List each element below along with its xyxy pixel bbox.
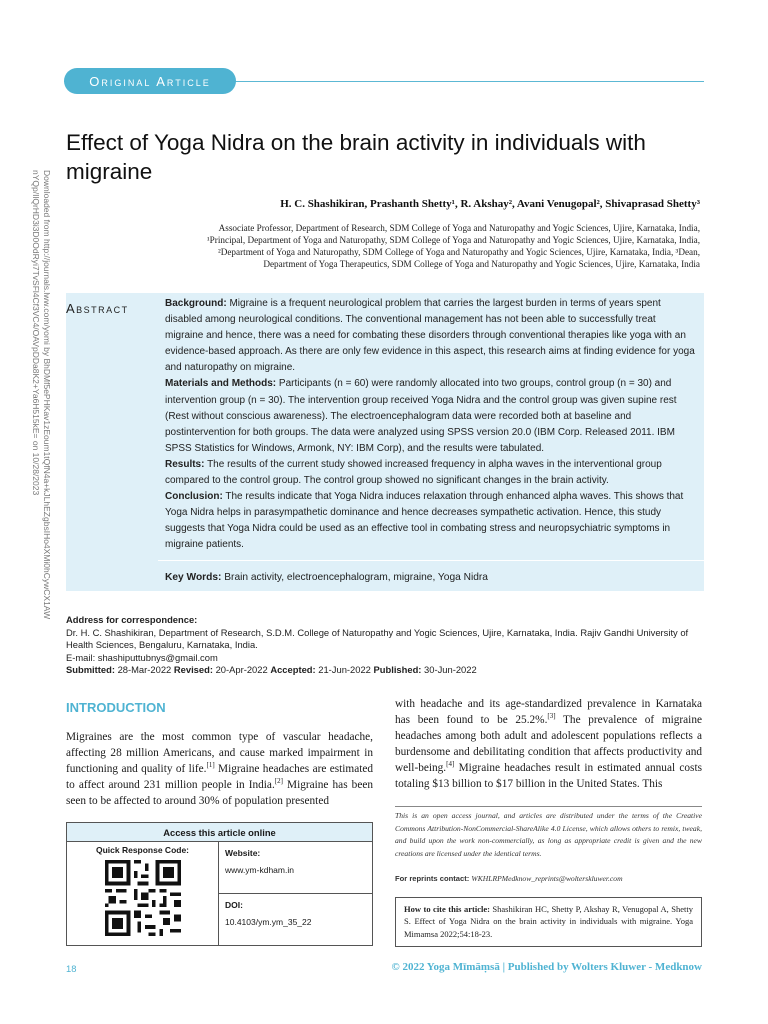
footnote-divider [395,806,702,807]
results-heading: Results: [165,458,205,470]
submitted-date: 28-Mar-2022 [117,664,172,675]
intro-text: with headache and its age-standardized prevalence in Karnataka has been found to be 25.2%. [395,698,702,727]
access-info [219,842,372,945]
history-dates [66,664,706,677]
keywords [165,572,695,583]
abstract-background [165,296,695,376]
revised-label: Revised: [173,664,213,675]
intro-text: Migraines are the most common type of vascular headache, affecting 28 million Americans, and cause marked impairment in functioning and quality of life. [66,731,373,776]
results-text: The results of the current study showed increased frequency in alpha waves in the interventional group compared to the control group. The control group showed no significant changes in the brain activity. [165,458,662,487]
article-type-badge: Original Article [64,68,236,94]
abstract-body [165,296,695,554]
affiliation-line: ²Department of Yoga and Naturopathy, SDM College of Yoga and Naturopathy and Yogic Sciences, Ujire, Karnataka, India, ³Dean, [217,247,700,257]
abstract-label: Abstract [66,301,129,316]
website-label: Website: [225,848,261,858]
methods-text: Participants (n = 60) were randomly allocated into two groups, control group (n = 30) and intervention group (n = 30). The intervention group received Yoga Nidra and the control group was given supine rest (Rest without conscious awareness). The electroencephalogram data were recorded both at baseline and postintervention for both groups. The data were analyzed using SPSS version 20.0 (IBM Corp. Released 2011. IBM SPSS Statistics for Windows, Armonk, NY: IBM Corp), and the results were tabulated. [165,378,677,454]
open-access-statement: This is an open access journal, and articles are distributed under the terms of the Creative Commons Attribution-NonCommercial-ShareAlike 4.0 License, which allows others to remix, tweak, and build upon the work non-commercially, as long as appropriate credit is given and the new creations are licensed under the identical terms. [395,811,702,858]
methods-heading: Materials and Methods: [165,378,277,390]
cite-label: How to cite this article: [404,904,490,914]
website-link[interactable]: www.ym-kdham.in [225,865,294,875]
citation-box [395,897,702,947]
page-number: 18 [66,963,77,974]
intro-text: Migraine headaches result in estimated annual costs totaling $13 billion to $17 billion in the United States. This [395,762,702,791]
watermark-line-1: Downloaded from http://journals.lww.com/yomi by BhDMf5ePHKav1zEoum1tQfN4a+kJLhEZgbsIHo4XMi0hCywCX1AW [42,170,52,620]
reprints-label: For reprints contact: [395,874,470,883]
submitted-label: Submitted: [66,664,115,675]
access-heading: Access this article online [67,823,372,842]
cite-text: Shashikiran HC, Shetty P, Akshay R, Venugopal A, Shetty S. Effect of Yoga Nidra on the brain activity in individuals with migraine. Yoga Mimamsa 2022;54:18-23. [404,904,693,939]
keywords-text: Brain activity, electroencephalogram, migraine, Yoga Nidra [224,572,488,583]
doi-link[interactable]: 10.4103/ym.ym_35_22 [225,917,312,927]
affiliation-line: Associate Professor, Department of Research, SDM College of Yoga and Naturopathy and Yogic Sciences, Ujire, Karnataka, India, [218,223,700,233]
reprints-line [395,874,702,883]
affiliations [80,222,700,270]
background-text: Migraine is a frequent neurological problem that carries the largest burden in terms of years spent disabled among neurological conditions. The conventional management has not been able to successfully treat migraine and hence, there was a need for combating these disorders through conventional therapies like yoga with an evidence-based approach. As there are only few evidence in this aspect, this research aims at finding evidence for yoga and naturopathy on migraine. [165,298,695,374]
citation-link[interactable]: [2] [274,777,283,786]
article-title: Effect of Yoga Nidra on the brain activity in individuals with migraine [66,130,646,184]
correspondence-heading: Address for correspondence: [66,614,198,625]
citation-link[interactable]: [3] [547,712,556,721]
introduction-heading: INTRODUCTION [66,700,166,715]
intro-text: The prevalence of migraine headaches among both adult and adolescent populations reflects a burdensome and debilitating condition that affects productivity and well-being. [395,714,702,775]
author-list: H. C. Shashikiran, Prashanth Shetty¹, R. Akshay², Avani Venugopal², Shivaprasad Shetty³ [280,198,700,210]
correspondence-address: Dr. H. C. Shashikiran, Department of Research, S.D.M. College of Naturopathy and Yogic Sciences, Ujire, Karnataka, India. Rajiv Gandhi University of Health Sciences, Bengaluru, Karnataka, India. [66,626,689,650]
conclusion-text: The results indicate that Yoga Nidra induces relaxation through enhanced alpha waves. This shows that Yoga Nidra helps in parasympathetic dominance and hence decreases sympathetic activation. Hence, this study suggests that Yoga Nidra could be used as an effective tool in combating stress and neuropsychiatric symptoms in migraine patients. [165,491,684,551]
doi-label: DOI: [225,900,243,910]
access-online-table [66,822,373,946]
published-label: Published: [373,664,422,675]
revised-date: 20-Apr-2022 [215,664,268,675]
intro-text: Migraine headaches are estimated to affect around 231 million people in India. [66,763,374,792]
qr-code-icon[interactable] [105,860,181,936]
background-heading: Background: [165,298,227,309]
download-watermark [14,170,52,810]
correspondence-block [66,614,706,677]
citation-link[interactable]: [1] [206,761,215,770]
website-cell [219,842,372,894]
reprints-email[interactable]: WKHLRPMedknow_reprints@wolterskluwer.com [471,874,623,883]
intro-right-column [395,696,702,793]
conclusion-heading: Conclusion: [165,491,223,503]
keywords-heading: Key Words: [165,572,222,583]
intro-text: Migraine has been seen to be affected to around 30% of population presented [66,779,374,808]
affiliation-line: ¹Principal, Department of Yoga and Naturopathy, SDM College of Yoga and Naturopathy and Yogic Sciences, Ujire, Karnataka, India, [206,235,700,245]
journal-footer: © 2022 Yoga Mīmāṃsā | Published by Wolters Kluwer - Medknow [391,961,702,973]
citation-link[interactable]: [4] [446,760,455,769]
qr-label: Quick Response Code: [95,845,190,855]
correspondence-email: E-mail: shashiputtubnys@gmail.com [66,651,218,663]
abstract-results [165,457,695,489]
abstract-methods [165,376,695,456]
accepted-label: Accepted: [270,664,316,675]
qr-cell [67,842,219,945]
affiliation-line: Department of Yoga Therapeutics, SDM College of Yoga and Naturopathy and Yogic Sciences, Ujire, Karnataka, India [263,259,700,269]
abstract-conclusion [165,489,695,553]
accepted-date: 21-Jun-2022 [318,664,371,675]
published-date: 30-Jun-2022 [424,664,477,675]
doi-cell [219,894,372,945]
intro-left-column [66,729,373,809]
abstract-divider [158,560,704,561]
watermark-line-2: nYQp/IlQrHD3i3D0OdRyi7TvSFl4Cf3VC4/OAVpDDa8K2+Ya6H515kE= on 10/28/2023 [31,170,41,496]
